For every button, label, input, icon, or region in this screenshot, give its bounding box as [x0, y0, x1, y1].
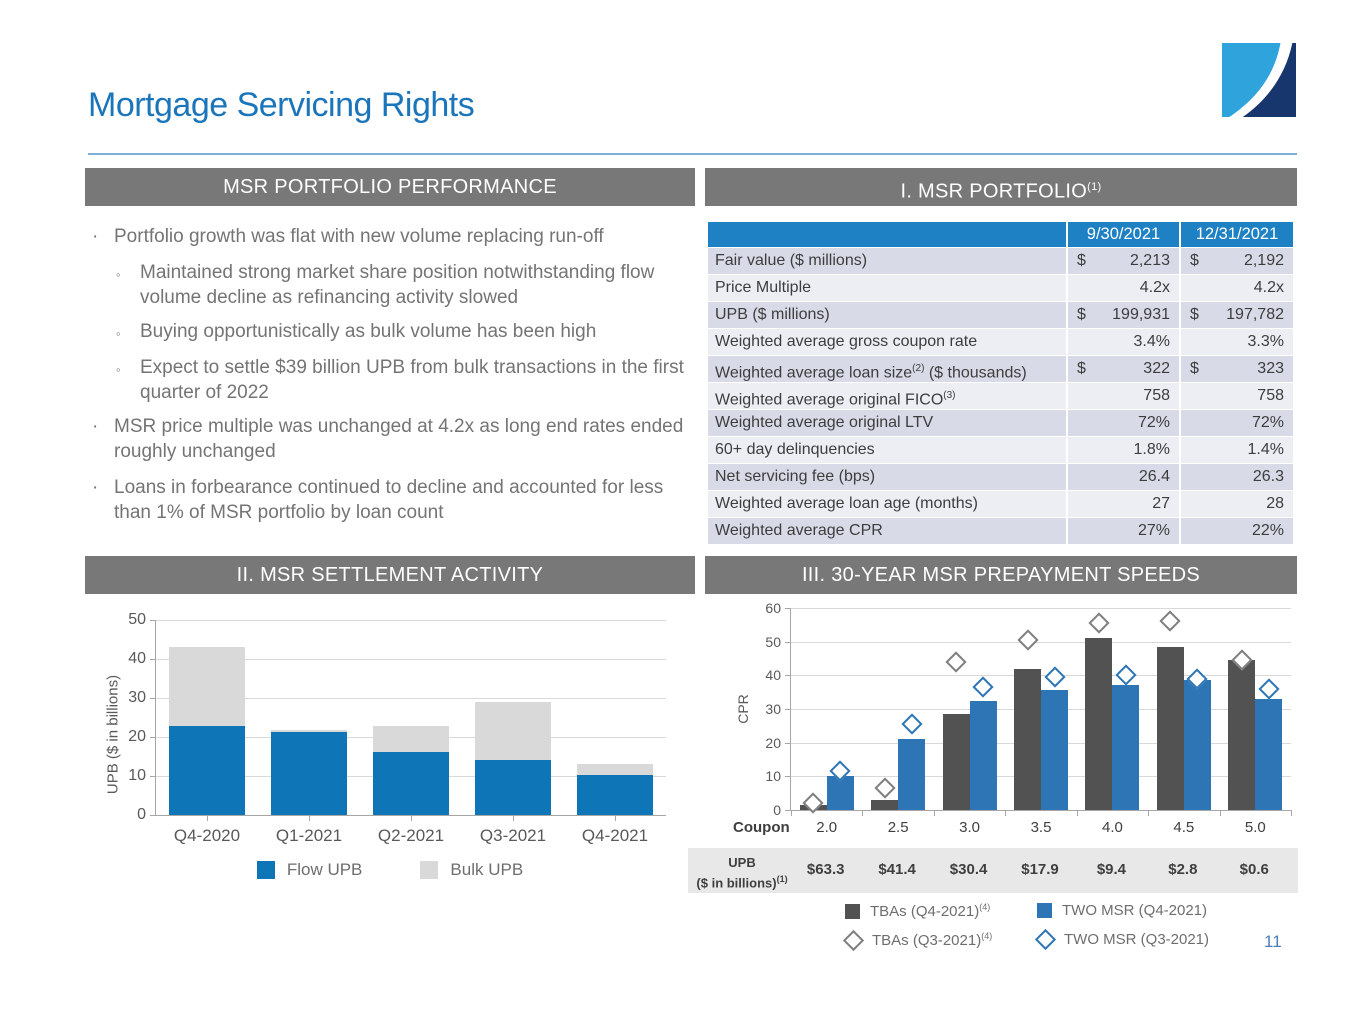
table-cell [1181, 410, 1293, 436]
y-axis-tick [785, 675, 791, 676]
x-axis-tick-label: Q3-2021 [479, 826, 547, 845]
y-axis-tick-label: 0 [137, 806, 146, 823]
gridline [156, 620, 666, 621]
x-axis-tick-label: 3.0 [959, 819, 980, 836]
cell-value: 3.4% [1133, 333, 1170, 350]
tba-bar [943, 714, 970, 810]
two-msr-bar [898, 739, 925, 810]
cell-value: 2,192 [1243, 252, 1284, 269]
table-cell [1068, 437, 1179, 463]
table-row-label: Weighted average loan size$^{(2)}$ ($ thousands) [708, 356, 1066, 382]
cell-value: 758 [1143, 387, 1170, 404]
bullet-list [88, 224, 688, 536]
y-axis-tick [150, 815, 156, 816]
tba-bar [1085, 638, 1112, 810]
coupon-axis-label: Coupon [733, 819, 790, 836]
legend-square-swatch [1037, 903, 1052, 918]
table-row-label: Weighted average CPR [708, 518, 1066, 544]
sub-bullet-item [116, 260, 688, 310]
tba-diamond-marker [1088, 613, 1109, 634]
upb-value: $17.9 [1021, 861, 1059, 878]
x-axis-tick [1148, 810, 1149, 816]
legend-label: TBAs $(Q3-2021)^{(4)}$ [872, 931, 993, 949]
cell-value: 323 [1257, 360, 1284, 377]
legend-item [257, 860, 363, 880]
y-axis-tick [150, 776, 156, 777]
footnote-marker: (1) [776, 874, 788, 884]
y-axis-tick-label: 30 [765, 701, 781, 717]
table-cell [1068, 356, 1179, 382]
currency-prefix: $ [1077, 306, 1086, 323]
upb-strip-values [790, 848, 1290, 893]
tba-diamond-marker [1017, 629, 1038, 650]
cell-value: 26.3 [1252, 468, 1284, 485]
cell-value: 1.4% [1247, 441, 1284, 458]
sub-bullet-text: Expect to settle $39 billion UPB from bulk transactions in the first quarter of 2022 [140, 357, 684, 403]
bulk-upb-bar [271, 730, 347, 732]
flow-upb-bar [577, 775, 653, 815]
legend-tbas-q4 [845, 902, 990, 920]
x-axis-tick [1077, 810, 1078, 816]
x-axis-tick [791, 810, 792, 816]
tba-diamond-marker [945, 651, 966, 672]
y-axis-tick-label: 10 [765, 768, 781, 785]
bullet-item [88, 475, 688, 525]
tba-bar [1228, 660, 1255, 810]
cell-value: 4.2x [1253, 279, 1284, 296]
sub-bullet-text: Maintained strong market share position notwithstanding flow volume decline as refinancing activity slowed [140, 262, 655, 308]
section-prepayment [696, 556, 1297, 976]
y-axis-tick-label: 0 [773, 802, 781, 818]
y-axis-tick [150, 737, 156, 738]
legend-label: Bulk UPB [450, 860, 524, 879]
bullet-marker: · [92, 477, 99, 498]
cell-value: 27 [1152, 495, 1170, 512]
two-msr-bar [1041, 690, 1068, 810]
legend-tbas-q3 [845, 931, 992, 949]
x-axis-tick-label: 3.5 [1030, 819, 1052, 836]
table-cell [1181, 491, 1293, 517]
tba-bar [871, 800, 898, 810]
bullet-text: Portfolio growth was flat with new volume replacing run-off [114, 226, 604, 247]
tba-diamond-marker [1160, 611, 1181, 632]
two-msr-bar [1184, 680, 1211, 810]
bulk-upb-bar [475, 702, 551, 761]
footnote-marker: (4) [979, 902, 991, 912]
cell-value: 72% [1137, 414, 1170, 431]
legend-item [420, 860, 523, 880]
gridline [791, 642, 1291, 643]
two-msr-bar [1112, 685, 1139, 810]
y-axis-tick [150, 659, 156, 660]
x-axis-tick [1291, 810, 1292, 816]
flow-upb-bar [271, 732, 347, 815]
table-column-header: 12/31/2021 [1181, 222, 1293, 247]
cell-value: 322 [1143, 360, 1170, 377]
cell-value: 27% [1137, 522, 1170, 539]
two-msr-bar [1255, 699, 1282, 810]
table-cell [1068, 329, 1179, 355]
gridline [791, 608, 1291, 609]
cell-value: 72% [1251, 414, 1284, 431]
settlement-chart-plot [128, 611, 666, 845]
sub-bullet-marker: ◦ [116, 267, 121, 282]
cell-value: 22% [1251, 522, 1284, 539]
page-number: 11 [1264, 932, 1282, 951]
table-row-label: 60+ day delinquencies [708, 437, 1066, 463]
x-axis-tick [615, 815, 616, 821]
currency-prefix: $ [1190, 360, 1199, 377]
bullet-marker: · [92, 416, 99, 437]
table-header-spacer [708, 222, 1066, 247]
y-axis-tick [785, 709, 791, 710]
section-header-settlement: II. MSR SETTLEMENT ACTIVITY [85, 556, 695, 594]
settlement-legend [85, 860, 695, 880]
table-cell [1068, 491, 1179, 517]
legend-two-msr-q4 [1037, 902, 1207, 919]
prepayment-chart-plot [765, 600, 1291, 836]
y-axis-tick-label: 40 [128, 650, 146, 667]
table-row-label: UPB ($ millions) [708, 302, 1066, 328]
flow-upb-bar [169, 726, 245, 815]
upb-strip-label-line1: UPB [728, 855, 756, 870]
flow-upb-bar [373, 752, 449, 815]
y-axis-tick [785, 743, 791, 744]
section-settlement [85, 556, 695, 956]
y-axis-tick-label: 20 [128, 728, 146, 745]
upb-value: $2.8 [1168, 861, 1198, 878]
x-axis-tick [1005, 810, 1006, 816]
sub-bullet-item [116, 355, 688, 405]
footnote-marker: (2) [912, 363, 925, 374]
cell-value: 4.2x [1139, 279, 1170, 296]
bullet-marker: · [92, 226, 99, 247]
legend-swatch [257, 861, 275, 879]
y-axis-tick-label: 30 [128, 689, 146, 706]
bullet-item [88, 224, 688, 249]
upb-value: $63.3 [806, 861, 845, 878]
sub-bullet-item [116, 319, 688, 346]
x-axis-tick [934, 810, 935, 816]
y-axis-tick-label: 50 [765, 633, 781, 650]
two-msr-diamond-marker [1044, 666, 1065, 687]
table-cell [1068, 518, 1179, 544]
bulk-upb-bar [169, 647, 245, 726]
cell-value: 28 [1266, 495, 1284, 512]
bulk-upb-bar [577, 764, 653, 775]
table-cell [1181, 248, 1293, 274]
table-column-header: 9/30/2021 [1068, 222, 1179, 247]
legend-diamond-swatch [843, 929, 864, 950]
table-cell [1068, 410, 1179, 436]
table-cell [1181, 518, 1293, 544]
tba-diamond-marker [803, 793, 824, 814]
section-portfolio [705, 168, 1297, 548]
bulk-upb-bar [373, 726, 449, 752]
currency-prefix: $ [1190, 306, 1199, 323]
table-cell [1181, 383, 1293, 409]
y-axis-tick [785, 642, 791, 643]
table-cell [1181, 356, 1293, 382]
y-axis-tick-label: 10 [128, 767, 146, 784]
legend-label: TBAs $(Q4-2021)^{(4)}$ [870, 902, 991, 920]
cell-value: 758 [1257, 387, 1284, 404]
table-row-label: Fair value ($ millions) [708, 248, 1066, 274]
upb-strip-label [688, 848, 796, 893]
two-msr-bar [970, 701, 997, 810]
x-axis-tick-label: 2.5 [887, 819, 909, 836]
title-divider [88, 153, 1297, 155]
y-axis-tick [785, 776, 791, 777]
currency-prefix: $ [1077, 252, 1086, 269]
table-cell [1181, 275, 1293, 301]
prepayment-y-axis-title: CPR [735, 694, 751, 724]
y-axis-tick-label: 50 [128, 611, 146, 628]
table-row-label: Weighted average original FICO$^{(3)}$ [708, 383, 1066, 409]
msr-portfolio-table [708, 222, 1294, 544]
x-axis-tick-label: 4.5 [1173, 819, 1195, 836]
footnote-marker: (3) [943, 390, 956, 401]
sub-bullet-marker: ◦ [116, 362, 121, 377]
y-axis-tick-label: 40 [765, 667, 781, 684]
page-title: Mortgage Servicing Rights [88, 86, 475, 124]
upb-strip [688, 848, 1298, 893]
x-axis-tick-label: Q4-2021 [581, 826, 649, 845]
x-axis-tick-label: 4.0 [1101, 819, 1123, 836]
y-axis-tick [150, 698, 156, 699]
footnote-marker: (4) [981, 931, 993, 941]
legend-label: Flow UPB [286, 860, 363, 879]
x-axis-tick [513, 815, 514, 821]
upb-value: $9.4 [1096, 861, 1127, 878]
table-cell [1181, 329, 1293, 355]
table-cell [1068, 302, 1179, 328]
bullet-item [88, 414, 688, 464]
cell-value: 26.4 [1138, 468, 1170, 485]
x-axis-tick [411, 815, 412, 821]
cell-value: 1.8% [1133, 441, 1170, 458]
x-axis-tick-label: Q4-2020 [173, 826, 241, 845]
table-row-label: Weighted average loan age (months) [708, 491, 1066, 517]
table-cell [1181, 302, 1293, 328]
x-axis-tick-label: 5.0 [1244, 819, 1266, 836]
cell-value: 199,931 [1112, 306, 1170, 323]
section-performance [85, 168, 695, 548]
tba-bar [1157, 647, 1184, 810]
cell-value: 2,213 [1129, 252, 1170, 269]
upb-value: $41.4 [878, 861, 916, 878]
x-axis-tick [207, 815, 208, 821]
x-axis-tick [862, 810, 863, 816]
cell-value: 197,782 [1226, 306, 1284, 323]
section-header-portfolio: I. MSR PORTFOLIO$^{(1)}$ [705, 168, 1297, 206]
settlement-y-axis-title: UPB ($ in billions) [104, 674, 122, 795]
two-msr-diamond-marker [901, 714, 922, 735]
table-cell [1068, 464, 1179, 490]
x-axis-tick-label: 2.0 [816, 819, 838, 836]
two-msr-diamond-marker [972, 677, 993, 698]
sub-bullet-text: Buying opportunistically as bulk volume has been high [140, 321, 597, 342]
x-axis-tick-label: Q2-2021 [377, 826, 445, 845]
table-cell [1181, 437, 1293, 463]
tba-bar [1014, 669, 1041, 810]
footnote-marker: (1) [1087, 181, 1102, 193]
sub-bullet-marker: ◦ [116, 326, 121, 341]
legend-two-msr-q3 [1037, 931, 1209, 948]
table-row-label: Weighted average gross coupon rate [708, 329, 1066, 355]
table-cell [1068, 383, 1179, 409]
y-axis-tick [785, 608, 791, 609]
y-axis-tick-label: 20 [765, 734, 781, 751]
currency-prefix: $ [1077, 360, 1086, 377]
x-axis-tick [1220, 810, 1221, 816]
table-row-label: Weighted average original LTV [708, 410, 1066, 436]
currency-prefix: $ [1190, 252, 1199, 269]
x-axis-tick [309, 815, 310, 821]
section-header-prepayment: III. 30-YEAR MSR PREPAYMENT SPEEDS [705, 556, 1297, 594]
cell-value: 3.3% [1247, 333, 1284, 350]
two-msr-diamond-marker [1115, 665, 1136, 686]
y-axis-tick-label: 60 [765, 600, 781, 616]
two-msr-diamond-marker [1258, 678, 1279, 699]
bullet-text: MSR price multiple was unchanged at 4.2x as long end rates ended roughly unchanged [114, 416, 684, 462]
legend-diamond-swatch [1035, 929, 1056, 950]
x-axis-tick-label: Q1-2021 [275, 826, 343, 845]
table-row-label: Net servicing fee (bps) [708, 464, 1066, 490]
upb-strip-label-line2: ($ in billions)$^{(1)}$ [696, 874, 788, 891]
upb-value: $30.4 [949, 861, 988, 878]
legend-swatch [420, 861, 438, 879]
table-cell [1068, 275, 1179, 301]
flow-upb-bar [475, 760, 551, 815]
section-header-performance: MSR PORTFOLIO PERFORMANCE [85, 168, 695, 206]
tba-diamond-marker [874, 778, 895, 799]
legend-label: TWO MSR (Q4-2021) [1062, 902, 1208, 919]
legend-label: TWO MSR (Q3-2021) [1064, 931, 1210, 948]
upb-value: $0.6 [1239, 861, 1269, 878]
table-cell [1068, 248, 1179, 274]
table-cell [1181, 464, 1293, 490]
gridline [791, 675, 1291, 676]
bullet-text: Loans in forbearance continued to decline and accounted for less than 1% of MSR portfolio by loan count [114, 477, 664, 523]
legend-square-swatch [845, 904, 860, 919]
company-logo [1222, 42, 1296, 118]
y-axis-tick [150, 620, 156, 621]
table-row-label: Price Multiple [708, 275, 1066, 301]
